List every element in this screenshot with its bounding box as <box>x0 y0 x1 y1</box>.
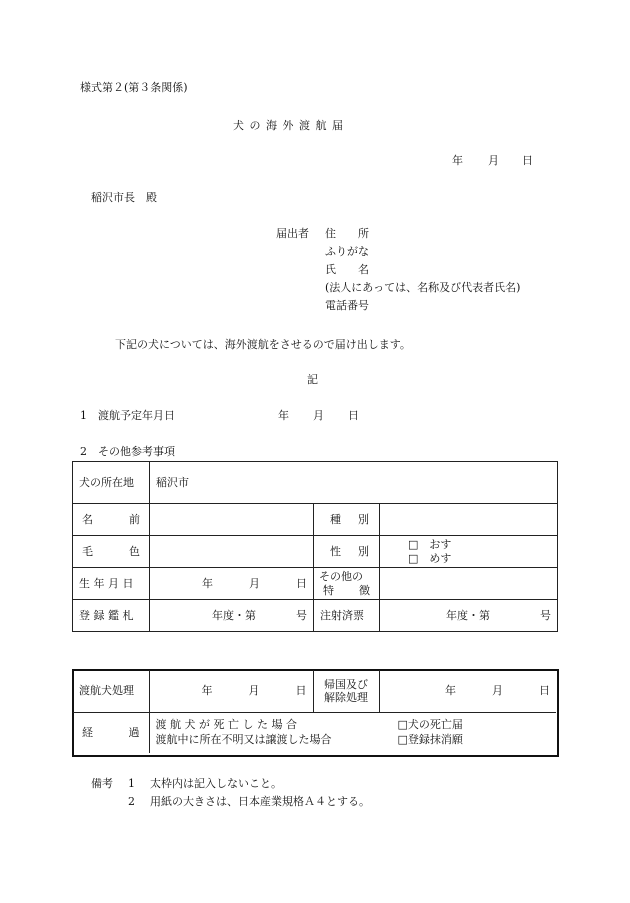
sex-male-option: □ おす <box>408 538 452 552</box>
applicant-address: 住 所 <box>325 227 369 240</box>
location-label: 犬の所在地 <box>73 462 150 504</box>
item2-label: 2 その他参考事項 <box>80 445 175 458</box>
progress-death: 渡 航 犬 が 死 亡 し た 場 合 <box>155 717 297 731</box>
notes-label: 備考 <box>91 777 113 790</box>
tag-label: 登 録 鑑 札 <box>73 600 150 632</box>
coat-value <box>150 536 314 568</box>
vaccination-value: 年度・第 号 <box>380 600 558 632</box>
date-day-label: 日 <box>522 154 533 167</box>
date-month-label: 月 <box>488 154 499 167</box>
progress-death-option: □犬の死亡届 <box>397 717 463 731</box>
page-title: 犬 の 海 外 渡 航 届 <box>233 119 344 132</box>
breed-label: 種 別 <box>314 504 380 536</box>
breed-value <box>380 504 558 536</box>
official-use-table <box>73 670 556 753</box>
handling-date: 年 月 日 <box>149 670 313 712</box>
applicant-furigana: ふりがな <box>325 245 369 258</box>
tag-value: 年度・第 号 <box>150 600 314 632</box>
progress-value <box>149 712 556 753</box>
progress-label: 経 過 <box>73 712 149 753</box>
dog-name-value <box>150 504 314 536</box>
return-label: 帰国及び 解除処理 <box>313 670 379 712</box>
table-row <box>73 670 556 712</box>
applicant-corp-note: (法人にあっては、名称及び代表者氏名) <box>325 281 521 294</box>
item1-year: 年 <box>278 409 289 422</box>
sex-female-option: □ めす <box>408 551 452 565</box>
dog-name-label: 名 前 <box>73 504 150 536</box>
body-text: 下記の犬については、海外渡航をさせるので届け出します。 <box>115 338 411 351</box>
ki-heading: 記 <box>307 373 318 386</box>
table-row <box>73 462 558 504</box>
note1-number: 1 <box>128 777 135 790</box>
birth-label: 生 年 月 日 <box>73 568 150 600</box>
applicant-phone: 電話番号 <box>325 299 369 312</box>
table-row <box>73 600 558 632</box>
features-value <box>380 568 558 600</box>
addressee: 稲沢市長 殿 <box>91 191 157 204</box>
handling-label: 渡航犬処理 <box>73 670 149 712</box>
birth-value: 年 月 日 <box>150 568 314 600</box>
applicant-name: 氏 名 <box>325 263 369 276</box>
note2-number: 2 <box>128 795 135 808</box>
table-row <box>73 536 558 568</box>
dog-info-table <box>72 461 558 632</box>
sex-value <box>380 536 558 568</box>
date-year-label: 年 <box>452 154 463 167</box>
location-value: 稲沢市 <box>150 462 558 504</box>
progress-missing-option: □登録抹消願 <box>397 732 463 746</box>
table-row <box>73 568 558 600</box>
sex-label: 性 別 <box>314 536 380 568</box>
table-row <box>73 504 558 536</box>
form-number: 様式第２(第３条関係) <box>80 81 188 94</box>
item1-month: 月 <box>313 409 324 422</box>
features-label: その他の 特 徴 <box>314 568 380 600</box>
return-date: 年 月 日 <box>379 670 556 712</box>
progress-missing: 渡航中に所在不明又は譲渡した場合 <box>155 732 332 746</box>
vaccination-label: 注射済票 <box>314 600 380 632</box>
table-row <box>73 712 556 753</box>
applicant-label: 届出者 <box>276 227 309 240</box>
note2-text: 用紙の大きさは、日本産業規格Ａ４とする。 <box>150 795 370 808</box>
coat-label: 毛 色 <box>73 536 150 568</box>
item1-label: 1 渡航予定年月日 <box>80 409 175 422</box>
item1-day: 日 <box>348 409 359 422</box>
note1-text: 太枠内は記入しないこと。 <box>150 777 282 790</box>
